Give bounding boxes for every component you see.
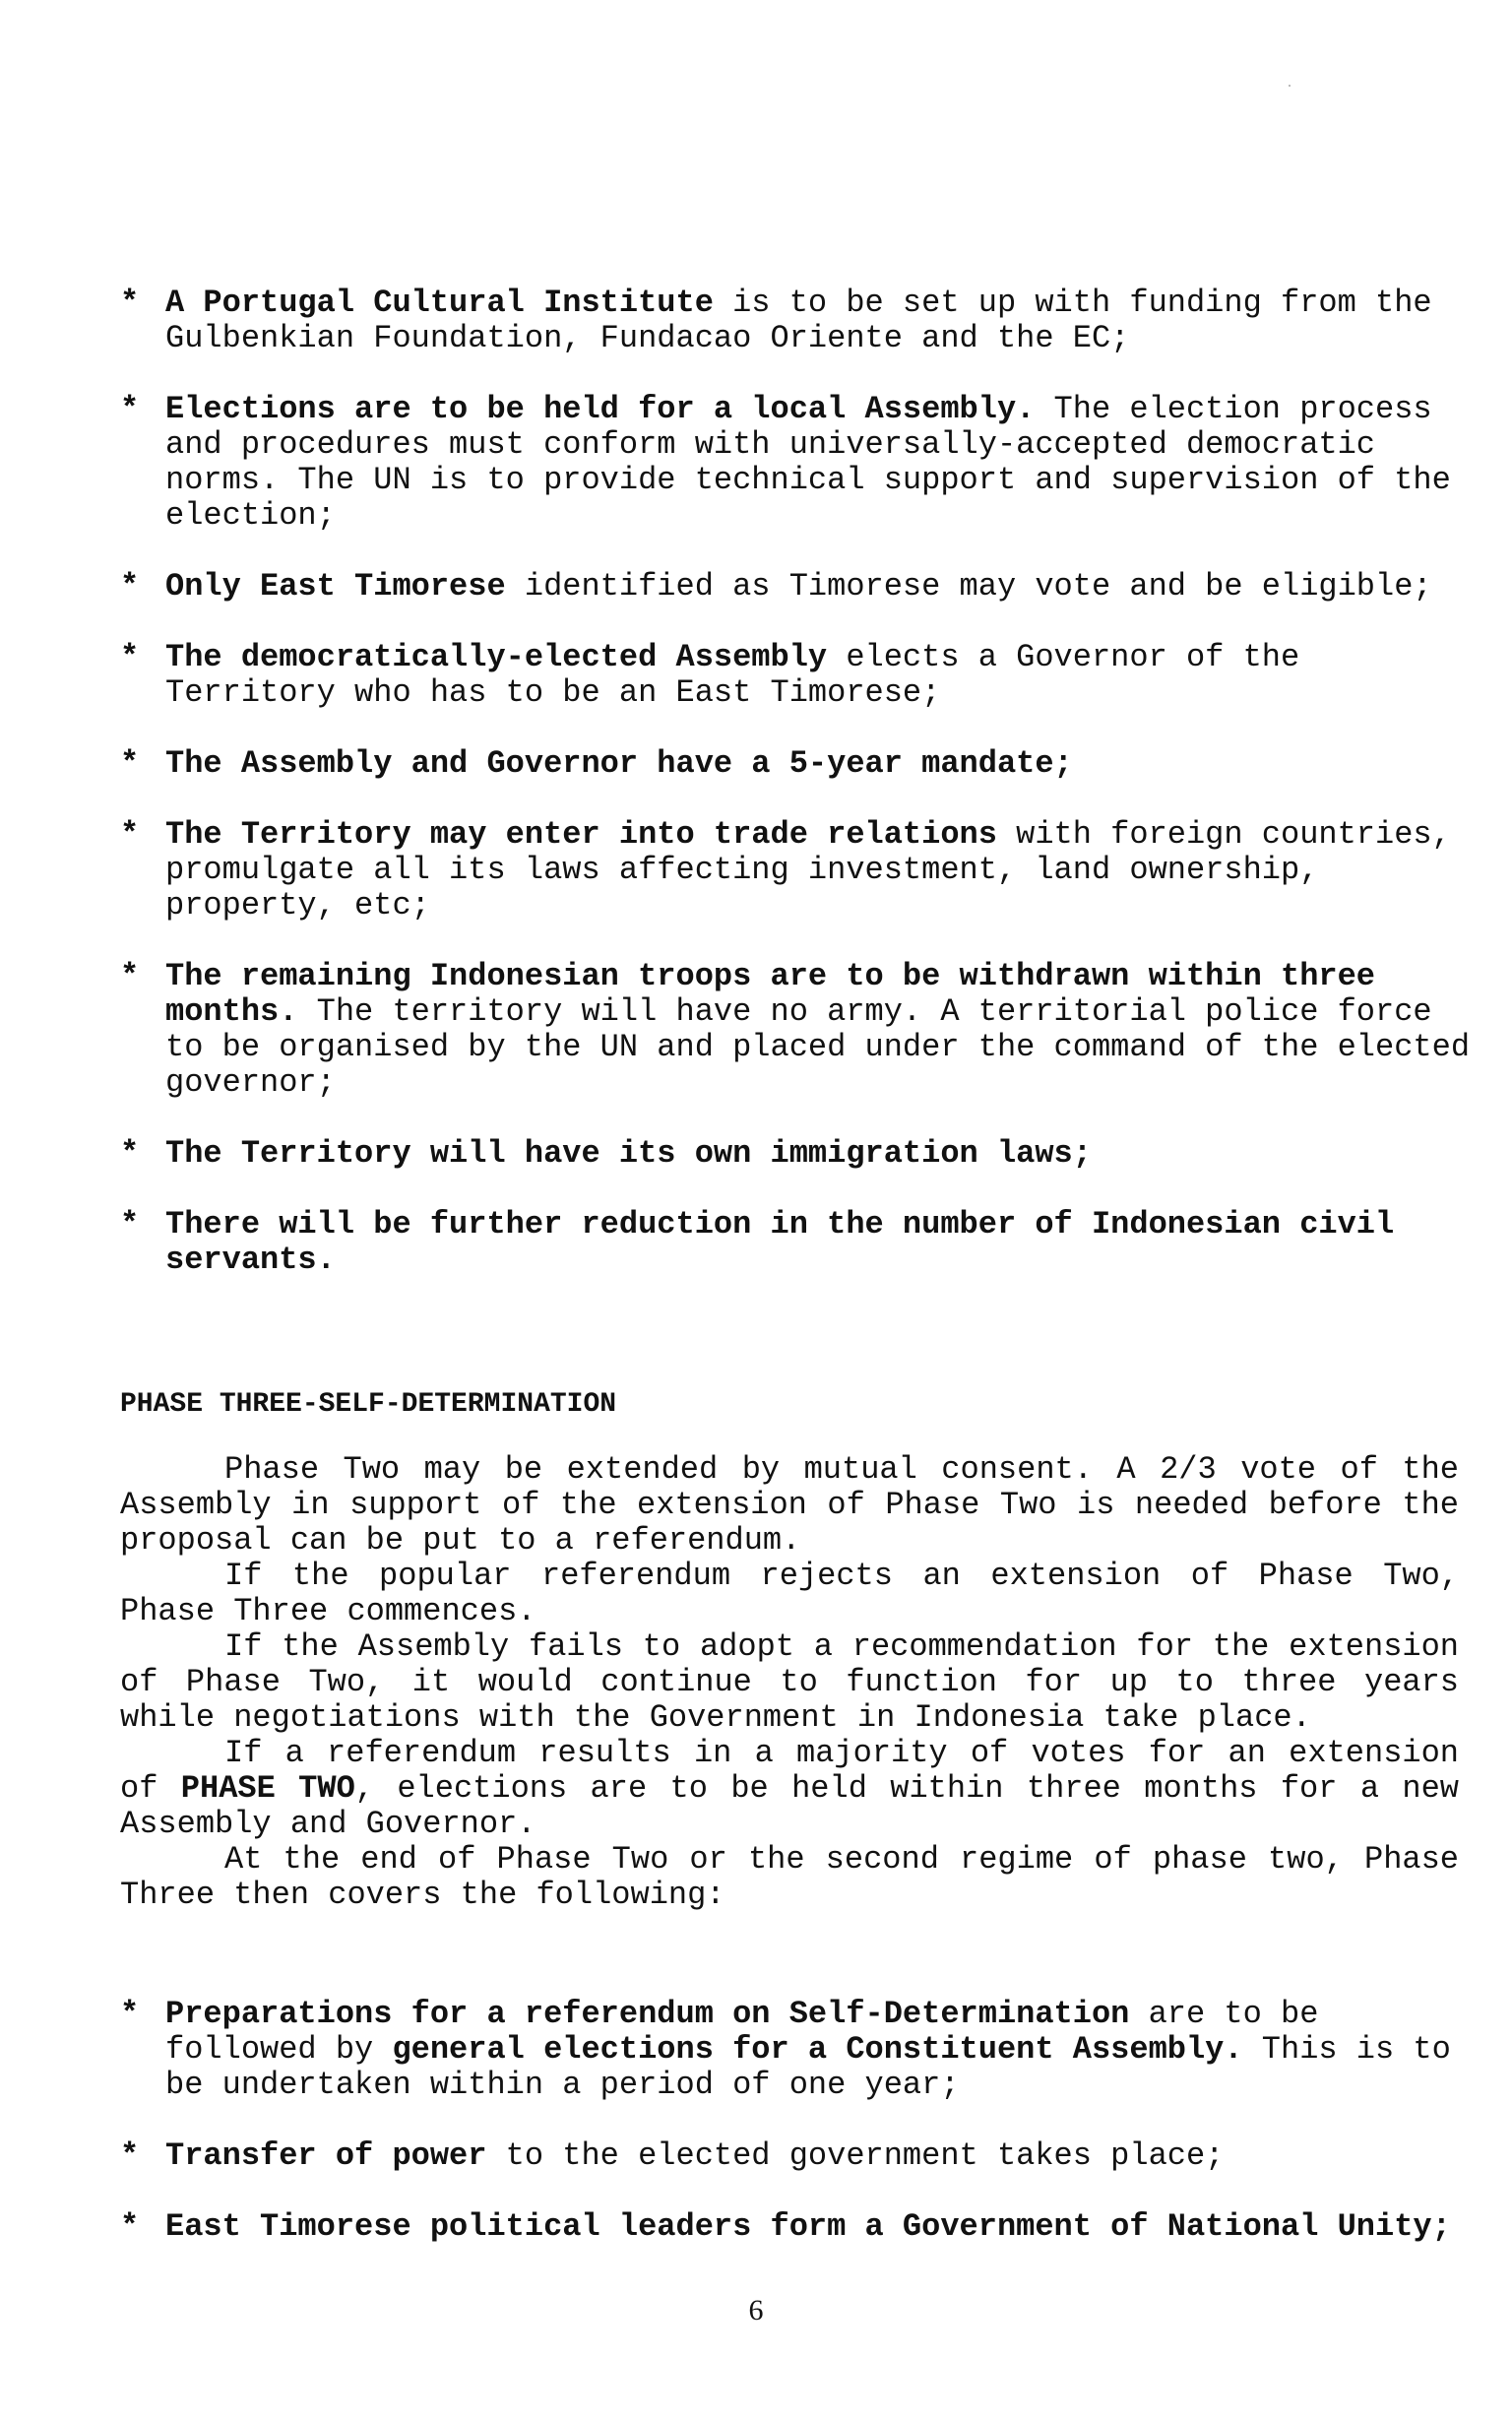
bullet-bold-text: Only East Timorese bbox=[165, 568, 506, 605]
bullet-text: identified as Timorese may vote and be eligible; bbox=[505, 568, 1432, 605]
bullet-bold-text: The Assembly and Governor have a 5-year mandate; bbox=[165, 745, 1073, 782]
bullet-text: to the elected government takes place; bbox=[486, 2137, 1225, 2174]
bullet-text: This is to be undertaken within a period of one year; bbox=[165, 2031, 1451, 2103]
bullet-item bbox=[120, 1207, 1479, 1278]
bullet-item bbox=[120, 1997, 1479, 2103]
phase-three-body bbox=[120, 1452, 1459, 1913]
paragraph bbox=[120, 1736, 1459, 1842]
bullet-text: is to be set up with funding from the Gulbenkian Foundation, Fundacao Oriente and the EC; bbox=[165, 285, 1432, 356]
bullet-star-icon: * bbox=[120, 639, 140, 675]
bullet-item bbox=[120, 746, 1479, 782]
bullet-bold-text: general elections for a Constituent Assembly. bbox=[392, 2031, 1243, 2068]
bullet-item bbox=[120, 959, 1479, 1101]
paragraph: If the popular referendum rejects an extension of Phase Two, Phase Three commences. bbox=[120, 1558, 1459, 1629]
bullet-star-icon: * bbox=[120, 1206, 140, 1243]
section-heading: PHASE THREE-SELF-DETERMINATION bbox=[120, 1389, 617, 1420]
bullet-item bbox=[120, 569, 1479, 605]
bullet-item bbox=[120, 2138, 1479, 2174]
paragraph: Phase Two may be extended by mutual consent. A 2/3 vote of the Assembly in support of the extension of Phase Two is needed before the proposal can be put to a referendum. bbox=[120, 1451, 1459, 1559]
bullet-text: with foreign countries, promulgate all its laws affecting investment, land ownership, property, etc; bbox=[165, 816, 1451, 924]
bullet-bold-text: A Portugal Cultural Institute bbox=[165, 285, 714, 321]
paragraph: If the Assembly fails to adopt a recommendation for the extension of Phase Two, it would continue to function for up to three years while negotiations with the Government in Indonesia take place. bbox=[120, 1628, 1459, 1736]
bullet-bold-text: The remaining Indonesian troops are to be withdrawn within three months. bbox=[165, 958, 1375, 1030]
bullet-item bbox=[120, 817, 1479, 924]
bullet-text: The territory will have no army. A territorial police force to be organised by the UN and placed under the command of the elected governor; bbox=[165, 993, 1471, 1101]
bullet-star-icon: * bbox=[120, 1135, 140, 1172]
bullet-text: elects a Governor of the Territory who has to be an East Timorese; bbox=[165, 639, 1300, 711]
bullet-star-icon: * bbox=[120, 2208, 140, 2245]
bullet-star-icon: * bbox=[120, 391, 140, 427]
phase-three-bullet-list bbox=[120, 1997, 1479, 2280]
bullet-text: are to be followed by bbox=[165, 1996, 1319, 2068]
bullet-star-icon: * bbox=[120, 1996, 140, 2032]
paragraph-bold-text: PHASE TWO bbox=[180, 1770, 355, 1807]
bullet-text: The election process and procedures must conform with universally-accepted democratic norms. The UN is to provide technical support and supervision of the election; bbox=[165, 391, 1451, 534]
bullet-bold-text: Preparations for a referendum on Self-Determination bbox=[165, 1996, 1130, 2032]
bullet-bold-text: Transfer of power bbox=[165, 2137, 487, 2174]
bullet-star-icon: * bbox=[120, 2137, 140, 2174]
paragraph-text: , elections are to be held within three months for a new Assembly and Governor. bbox=[120, 1770, 1460, 1842]
scan-speck bbox=[1289, 85, 1291, 87]
bullet-star-icon: * bbox=[120, 816, 140, 853]
paragraph: At the end of Phase Two or the second regime of phase two, Phase Three then covers the following: bbox=[120, 1841, 1459, 1913]
page-number: 6 bbox=[748, 2294, 764, 2326]
bullet-bold-text: The Territory may enter into trade relations bbox=[165, 816, 997, 853]
bullet-item bbox=[120, 2209, 1479, 2245]
bullet-bold-text: There will be further reduction in the number of Indonesian civil servants. bbox=[165, 1206, 1395, 1278]
bullet-star-icon: * bbox=[120, 285, 140, 321]
bullet-bold-text: The Territory will have its own immigration laws; bbox=[165, 1135, 1092, 1172]
bullet-item bbox=[120, 640, 1479, 711]
bullet-bold-text: The democratically-elected Assembly bbox=[165, 639, 828, 675]
bullet-item bbox=[120, 1136, 1479, 1172]
bullet-bold-text: East Timorese political leaders form a Government of National Unity; bbox=[165, 2208, 1451, 2245]
bullet-star-icon: * bbox=[120, 745, 140, 782]
bullet-star-icon: * bbox=[120, 568, 140, 605]
bullet-bold-text: Elections are to be held for a local Assembly. bbox=[165, 391, 1036, 427]
paragraph-text: If a referendum results in a majority of votes for an extension of bbox=[120, 1735, 1459, 1807]
bullet-star-icon: * bbox=[120, 958, 140, 994]
bullet-item bbox=[120, 392, 1479, 534]
bullet-item bbox=[120, 286, 1479, 356]
phase-two-bullet-list bbox=[120, 286, 1479, 1313]
